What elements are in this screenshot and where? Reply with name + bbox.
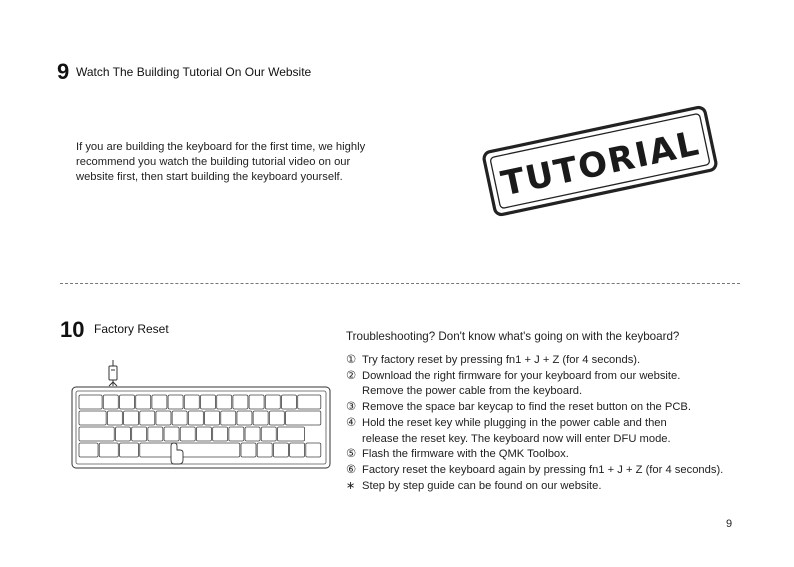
keycap <box>115 427 130 441</box>
intro-line: website first, then start building the keyboard yourself. <box>76 171 343 183</box>
keycap <box>249 395 264 409</box>
keycap <box>132 427 147 441</box>
step-marker: ② <box>346 369 357 382</box>
reset-steps-list <box>346 353 766 494</box>
keycap <box>253 411 268 425</box>
keycap <box>103 395 118 409</box>
tutorial-stamp-text: TUTORIAL <box>497 123 704 205</box>
keycap <box>298 395 321 409</box>
step-marker: ① <box>346 354 357 366</box>
keycap <box>277 427 304 441</box>
keycap <box>152 395 167 409</box>
keycap <box>136 395 151 409</box>
step-4 <box>346 416 766 432</box>
step-text: Download the right firmware for your keyboard from our website. <box>362 369 681 382</box>
keycap <box>99 443 118 457</box>
keycap <box>148 427 163 441</box>
section-10-title: Factory Reset <box>94 322 169 336</box>
keycap <box>184 395 199 409</box>
step-2-continued <box>346 384 766 400</box>
note-marker: ∗ <box>346 479 356 492</box>
intro-line: If you are building the keyboard for the first time, we highly <box>76 141 366 153</box>
keycap <box>217 395 232 409</box>
keycap <box>188 411 203 425</box>
step-5 <box>346 447 766 463</box>
keycap <box>286 411 321 425</box>
step-text: Flash the firmware with the QMK Toolbox. <box>362 448 569 461</box>
keyboard-illustration-icon <box>68 360 334 472</box>
step-text: Try factory reset by pressing fn1 + J + Z (for 4 seconds). <box>362 354 641 366</box>
keycap <box>261 427 276 441</box>
section-9-number: 9 <box>57 59 70 84</box>
page-number: 9 <box>726 518 733 530</box>
keycap <box>241 443 256 457</box>
intro-line: recommend you watch the building tutorial video on our <box>76 156 351 168</box>
step-marker: ⑤ <box>346 448 357 461</box>
keycap <box>124 411 139 425</box>
keycap <box>201 395 216 409</box>
step-text: release the reset key. The keyboard now will enter DFU mode. <box>362 432 671 445</box>
keycap <box>120 395 135 409</box>
keycap <box>168 395 183 409</box>
keycap <box>196 427 211 441</box>
step-text: Remove the power cable from the keyboard. <box>362 385 583 398</box>
keycap <box>233 395 248 409</box>
keycap <box>282 395 297 409</box>
keycap <box>229 427 244 441</box>
keycap <box>107 411 122 425</box>
step-2 <box>346 369 766 385</box>
keycap <box>221 411 236 425</box>
tutorial-stamp <box>470 96 730 226</box>
step-note <box>346 479 766 495</box>
keycap <box>180 427 195 441</box>
keycap <box>156 411 171 425</box>
step-1 <box>346 353 766 369</box>
usb-cable-icon <box>109 360 117 386</box>
keycap <box>257 443 272 457</box>
keycap <box>172 411 187 425</box>
section-10-number: 10 <box>60 317 85 342</box>
keycap <box>79 411 106 425</box>
step-marker: ③ <box>346 401 357 414</box>
step-text: Factory reset the keyboard again by pressing fn1 + J + Z (for 4 seconds). <box>362 463 724 476</box>
keycap <box>164 427 179 441</box>
step-marker: ⑥ <box>346 463 357 476</box>
keycap <box>140 443 240 457</box>
keycap <box>269 411 284 425</box>
section-9-intro <box>76 140 406 185</box>
keycap <box>205 411 220 425</box>
keycap <box>120 443 139 457</box>
step-3 <box>346 400 766 416</box>
step-marker: ④ <box>346 416 357 429</box>
section-9-title: Watch The Building Tutorial On Our Website <box>76 65 312 79</box>
tutorial-stamp-frame <box>483 106 717 216</box>
keycap <box>79 427 114 441</box>
step-text: Remove the space bar keycap to find the reset button on the PCB. <box>362 401 691 414</box>
keycap <box>79 395 102 409</box>
keycap <box>273 443 288 457</box>
step-6 <box>346 463 766 479</box>
keycap <box>237 411 252 425</box>
keycap <box>265 395 280 409</box>
keycap <box>79 443 98 457</box>
keycap <box>290 443 305 457</box>
keycap <box>213 427 228 441</box>
step-4-continued <box>346 432 766 448</box>
keycap <box>140 411 155 425</box>
keycap <box>245 427 260 441</box>
step-text: Hold the reset key while plugging in the power cable and then <box>362 416 667 429</box>
keycap <box>306 443 321 457</box>
troubleshooting-text: Troubleshooting? Don't know what's going on with the keyboard? <box>346 330 680 343</box>
section-divider <box>60 283 740 284</box>
step-text: Step by step guide can be found on our website. <box>362 479 602 492</box>
